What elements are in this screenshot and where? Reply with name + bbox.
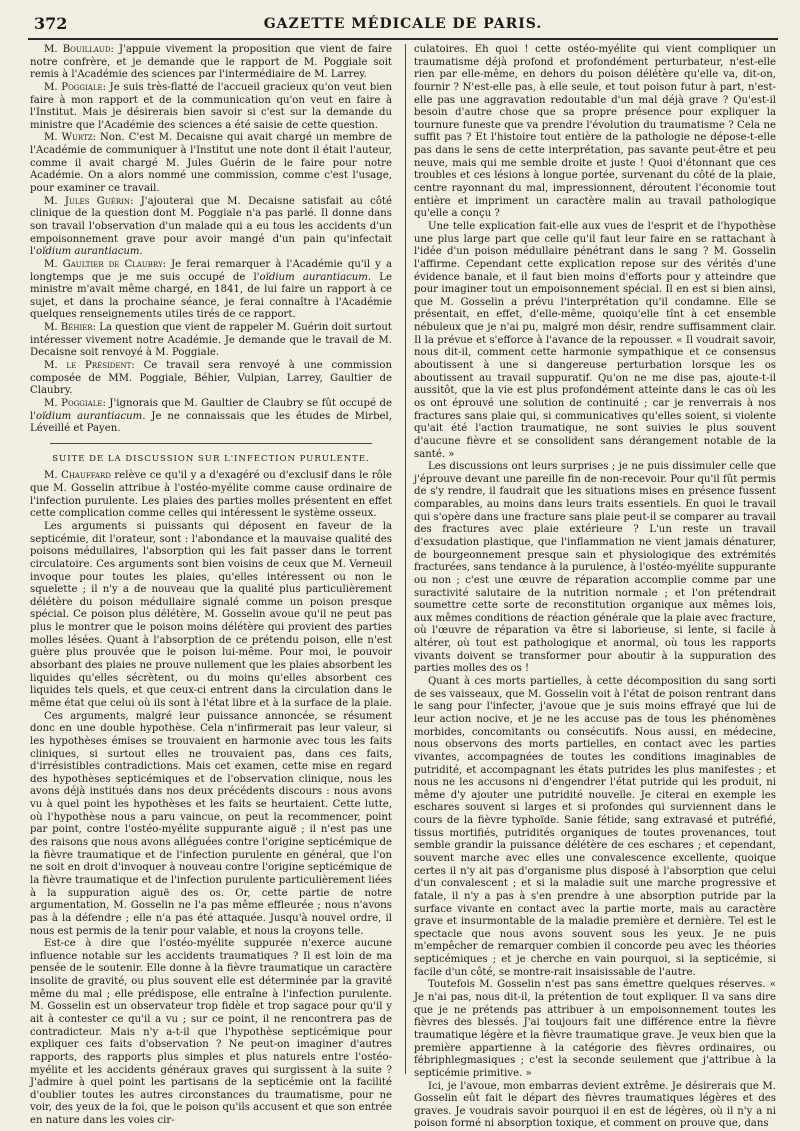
paragraph: culatoires. Eh quoi ! cette ostéo-myélite qui vient compliquer un traumatisme déjà profond et profondément perturbateur, n'est-elle rien par elle-même, en dehors du poison délétère qu'elle va, dit-on, fournir ? N'est-elle pas, à elle seule, et tout poison futur à part, n'est-elle pas une aggravation redoutable d'un mal déjà grave ? Qu'est-il besoin d'autre chose que sa propre présence pour expliquer la tournure funeste que va prendre l'évolution du traumatisme ? Cela ne suffit pas ? Et l'histoire tout entière de la pathologie ne dépose-t-elle pas dans le sens de cette interprétation, pas savante peut-être et peu neuve, mais qui me semble droite et juste ! Quoi d'étonnant que ces troubles et ces lésions à longue portée, survenant du côté de la plaie, centre rayonnant du mal, impressionnent, déroutent l'économie tout entière et impriment un caractère malin au travail pathologique qu'elle a conçu ? bbox=[414, 44, 776, 220]
speaker-name: M. Poggiale bbox=[44, 81, 103, 93]
speaker-name: M. Gaultier de Claubry bbox=[44, 258, 163, 270]
paragraph-text: relève ce qu'il y a d'exagéré ou d'exclusif dans le rôle que M. Gosselin attribue à l'ostéo-myélite comme cause ordinaire de l'infection purulente. Les plaies des parties molles présentent en effet cette complication comme celles qui intéressent le système osseux. bbox=[30, 470, 392, 520]
section-rule bbox=[50, 443, 372, 444]
paragraph: Ces arguments, malgré leur puissance annoncée, se résument donc en une double hypothèse. Cela n'infirmerait pas leur valeur, si les hypothèses émises se trouvaient en harmonie avec tous les faits cliniques, si surtout elles ne trouvaient pas, dans ces faits, d'irrésistibles contradictions. Mais cet examen, cette mise en regard des hypothèses septicémiques et de l'observation clinique, nous les avons déjà institués dans nos deux précédents discours : nous avons vu à quel point les hypothèses et les faits se heurtaient. Cette lutte, où l'hypothèse nous a paru vaincue, on peut la recommencer, point par point, contre l'ostéo-myélite suppurante aiguë ; il n'est pas une des raisons que nous avons alléguées contre l'origine septicémique de la fièvre traumatique et de l'infection purulente en général, que l'on ne soit en droit d'invoquer à nouveau contre l'origine septicémique de la fièvre traumatique et de l'infection purulente particulièrement liées à la suppuration aiguë des os. Or, cette partie de notre argumentation, M. Gosselin ne l'a pas même effleurée ; nous n'avons pas à la défendre ; elle n'a pas été attaquée. Jusqu'à nouvel ordre, il nous est permis de la tenir pour valable, et nous la croyons telle. bbox=[30, 710, 392, 937]
left-column bbox=[30, 44, 393, 1127]
paragraph: Quant à ces morts partielles, à cette décomposition du sang sorti de ses vaisseaux, que M. Gosselin voit à l'état de poison rentrant dans le sang pour l'infecter, j'avoue que je suis moins effrayé que lui de leur action nocive, et je ne les accuse pas de tous les phénomènes morbides, concomitants ou consécutifs. Nous aussi, en médecine, nous observons des morts partielles, en contact avec les parties vivantes, accompagnées de toutes les conditions imaginables de putridité, et accompagnant les états putrides les plus manifestes ; et nous ne les accusons ni d'engendrer l'état putride qui les produit, ni même d'y ajouter une putridité nouvelle. Je citerai en exemple les eschares souvent si larges et si profondes qui surviennent dans le cours de la fièvre typhoïde. Sanie fétide, sang extravasé et putréfié, tissus mortifiés, putridités organiques de toutes provenances, tout semble grandir la puissance délétère de ces eschares ; et cependant, souvent marche avec elles une convalescence excellente, quoique certes il n'y ait pas d'organisme plus disposé à l'absorption que celui d'un convalescent ; et si la maladie suit une marche progressive et fatale, il n'y a pas à s'en prendre à une absorption putride par la surface vivante en contact avec la partie morte, mais au caractère grave et insurmontable de la maladie première et dernière. Tel est le spectacle que nous avons souvent sous les yeux. Je ne puis m'empêcher de remarquer combien il concorde peu avec les théories septicémiques ; et je cherche en vain pourquoi, si la septicémie, si facile d'un côté, se montre-rait insaisissable de l'autre. bbox=[414, 676, 776, 978]
paragraph bbox=[30, 82, 392, 133]
paragraph bbox=[30, 196, 392, 259]
paragraph-text: : La question que vient de rappeler M. Guérin doit surtout intéresser vivement notre Académie. Je demande que le travail de M. Decaisne soit renvoyé à M. Poggiale. bbox=[30, 322, 392, 359]
paragraph bbox=[30, 470, 392, 521]
paragraph bbox=[30, 132, 392, 195]
italic-term: oïdium aurantiacum. bbox=[36, 410, 146, 422]
speaker-name: M. Chauffard bbox=[44, 470, 111, 482]
journal-title: GAZETTE MÉDICALE DE PARIS. bbox=[263, 16, 543, 32]
italic-term: oïdium aurantiacum. bbox=[36, 246, 143, 258]
paragraph: Une telle explication fait-elle aux vues de l'esprit et de l'hypothèse une plus large part que celle qu'il faut leur faire en se rattachant à l'idée d'un poison médullaire pénétrant dans le sang ? M. Gosselin l'affirme. Cependant cette explication repose sur des vérités d'une évidence banale, et il faut bien moins d'efforts pour y atteindre que pour imaginer tout un empoisonnement spécial. Il en est si bien ainsi, que M. Gosselin a prévu l'interprétation qu'il condamne. Elle se présentait, en effet, d'elle-même, quoiqu'elle tînt à cet ensemble nébuleux que je n'ai pu, malgré mon désir, rendre suffisamment clair. Il la prévue et s'efforce à l'avance de la repousser. « Il voudrait savoir, nous dit-il, comment cette harmonie sympathique et ce consensus aboutissent à une si dangereuse perturbation lorsque les os aboutissent au travail suppuratif. Qu'on ne me dise pas, ajoute-t-il aussitôt, que la vie est plus profondément atteinte dans le cas où les os ont éprouvé une solution de continuité ; car je renverrais à nos fractures sans plaie qui, si communicatives qu'elles soient, si violente qu'ait été l'action traumatique, ne sont suivies le plus souvent d'aucune fièvre et se consolident sans dérangement notable de la santé. » bbox=[414, 220, 776, 460]
paragraph: Ici, je l'avoue, mon embarras devient extrême. Je désirerais que M. Gosselin eût fait le départ des fièvres traumatiques légères et des graves. Je voudrais savoir pourquoi il en est de légères, où il n'y a ni poison formé ni absorption toxique, et comment on prouve que, dans bbox=[414, 1080, 776, 1130]
paragraph bbox=[30, 360, 392, 398]
speaker-name: M. Béhier bbox=[44, 322, 93, 334]
column-divider bbox=[405, 44, 406, 1074]
page-header bbox=[28, 12, 778, 40]
speaker-name: M. Poggiale bbox=[44, 397, 103, 409]
paragraph: Toutefois M. Gosselin n'est pas sans émettre quelques réserves. « Je n'ai pas, nous dit-il, la prétention de tout expliquer. Il va sans dire que je ne prétends pas attribuer à un empoisonnement toutes les fièvres des blessés. J'ai toujours fait une différence entre la fièvre traumatique légère et la fièvre traumatique grave. Je veux bien que la première appartienne à la catégorie des fièvres ordinaires, ou fébriphlegmasiques ; c'est la seconde seulement que j'attribue à la septicémie primitive. » bbox=[414, 979, 776, 1079]
paragraph bbox=[30, 44, 392, 82]
speaker-name: M. Jules Guérin bbox=[44, 195, 130, 207]
paragraph bbox=[30, 398, 392, 436]
paragraph: Est-ce à dire que l'ostéo-myélite suppurée n'exerce aucune influence notable sur les accidents traumatiques ? Il est loin de ma pensée de le soutenir. Elle donne à la fièvre traumatique un caractère insolite de gravité, ou plus souvent elle est déterminée par la gravité même du mal ; elle prédispose, elle entraîne à l'infection purulente. M. Gosselin est un observateur trop fidèle et trop sagace pour qu'il y ait à contester ce qu'il a vu ; sur ce point, il ne rencontrera pas de contradicteur. Mais n'y a-t-il que l'hypothèse septicémique pour expliquer ces faits d'observation ? Ne peut-on imaginer d'autres rapports, des rapports plus simples et plus naturels entre l'ostéo-myélite et les accidents généraux graves qui surgissent à la suite ? J'admire à quel point les partisans de la septicémie ont la facilité d'oublier toutes les autres circonstances du traumatisme, pour ne voir, des yeux de la foi, que le poison qu'ils accusent et que son entrée en nature dans les voies cir- bbox=[30, 938, 392, 1127]
section-heading: SUITE DE LA DISCUSSION SUR L'INFECTION PURULENTE. bbox=[52, 453, 370, 464]
page-number: 372 bbox=[34, 14, 68, 33]
paragraph bbox=[30, 322, 392, 360]
paragraph: Les discussions ont leurs surprises ; je ne puis dissimuler celle que j'éprouve devant une pareille fin de non-recevoir. Pour qu'il fût permis de s'y rendre, il faudrait que les situations mises en présence fussent comparables, au moins dans leurs traits essentiels. En quoi le travail qui s'opère dans une fracture sans plaie peut-il se comparer au travail des fractures avec plaie extérieure ? L'un reste un travail d'exsudation plastique, que l'inflammation ne vient jamais dénaturer, de bourgeonnement presque sain et physiologique des extrémités fracturées, sans tendance à la purulence, à l'ostéo-myélite suppurante ou non ; c'est une œuvre de réparation accomplie comme par une suractivité salutaire de la nutrition normale ; et l'on prétendrait soumettre cette sorte de reconstitution organique aux mêmes lois, aux mêmes conditions de réaction générale que la plaie avec fracture, où l'œuvre de réparation va être si laborieuse, si lente, si facile à altérer, où tout est pathologique et anormal, où tous les rapports vivants doivent se transformer pour aboutir à la suppuration des parties molles des os ! bbox=[414, 461, 776, 675]
italic-term: oïdium aurantiacum. bbox=[259, 271, 372, 283]
right-column bbox=[414, 44, 776, 1130]
paragraph bbox=[30, 259, 392, 322]
paragraph: Les arguments si puissants qui déposent en faveur de la septicémie, dit l'orateur, sont : l'abondance et la mauvaise qualité des poisons médullaires, l'absorption qui les fait passer dans le torrent circulatoire. Ces arguments sont bien voisins de ceux que M. Verneuil invoque pour toutes les plaies, qu'elles intéressent ou non le squelette ; il n'y a de nouveau que la qualité plus particulièrement délétère du poison médullaire signalé comme un poison presque spécial. Ce poison plus délétère, M. Gosselin avoue qu'il ne peut pas plus le montrer que le poison moins délétère qui provient des parties molles lésées. Quant à l'absorption de ce prétendu poison, elle n'est guère plus prouvée que le poison lui-même. Pour moi, le pouvoir absorbant des plaies ne prouve nullement que les plaies absorbent les liquides qu'elles sécrètent, ou du moins qu'elles absorbent ces liquides tels quels, et que ceux-ci entrent dans la circulation dans le même état que celui où ils sont à l'état libre et à la surface de la plaie. bbox=[30, 521, 393, 709]
speaker-name: M. Bouillaud bbox=[44, 44, 111, 55]
paragraph-text: : Je suis très-flatté de l'accueil gracieux qu'on veut bien faire à mon rapport et de la communication qu'on veut en faire à l'Institut. Mais je désirerais bien savoir si c'est sur la demande du ministre que l'Académie des sciences a été saisie de cette question. bbox=[30, 81, 392, 131]
paragraph-text: : Ce travail sera renvoyé à une commission composée de MM. Poggiale, Béhier, Vulpian, Larrey, Gaultier de Claubry. bbox=[30, 360, 393, 397]
paragraph-text: : J'ajouterai que M. Decaisne satisfait au côté clinique de la question dont M. Poggiale n'a pas parlé. Il donne dans son travail l'observation d'un malade qui a eu tous les accidents d'un empoisonnement grave pour avoir mangé d'un pain qu'infectait l' bbox=[30, 195, 392, 258]
paragraph-text: : J'ignorais que M. Gaultier de Claubry se fût occupé de l' bbox=[30, 397, 392, 422]
speaker-name: M. Wurtz bbox=[44, 132, 93, 144]
paragraph-text: Je ne connaissais que les études de Mirbel, Léveillé et Payen. bbox=[30, 410, 393, 435]
paragraph-text: Le ministre m'avait même chargé, en 1841, de lui faire un rapport à ce sujet, et dans la prochaine séance, je ferai connaître à l'Académie quelques renseignements utiles tirés de ce rapport. bbox=[30, 271, 393, 321]
paragraph-text: : J'appuie vivement la proposition que vient de faire notre confrère, et je demande que le rapport de M. Poggiale soit remis à l'Académie des sciences par l'intermédiaire de M. Larrey. bbox=[30, 44, 393, 81]
paragraph-text: : Non. C'est M. Decaisne qui avait chargé un membre de l'Académie de communiquer à l'Institut une note dont il était l'auteur, comme il avait chargé M. Jules Guérin de le faire pour notre Académie. On a alors nommé une commission, comme c'est l'usage, pour examiner ce travail. bbox=[30, 132, 392, 195]
speaker-name: M. le Président bbox=[44, 360, 132, 372]
paragraph-text: : Je ferai remarquer à l'Académie qu'il y a longtemps que je me suis occupé de l' bbox=[30, 258, 392, 283]
